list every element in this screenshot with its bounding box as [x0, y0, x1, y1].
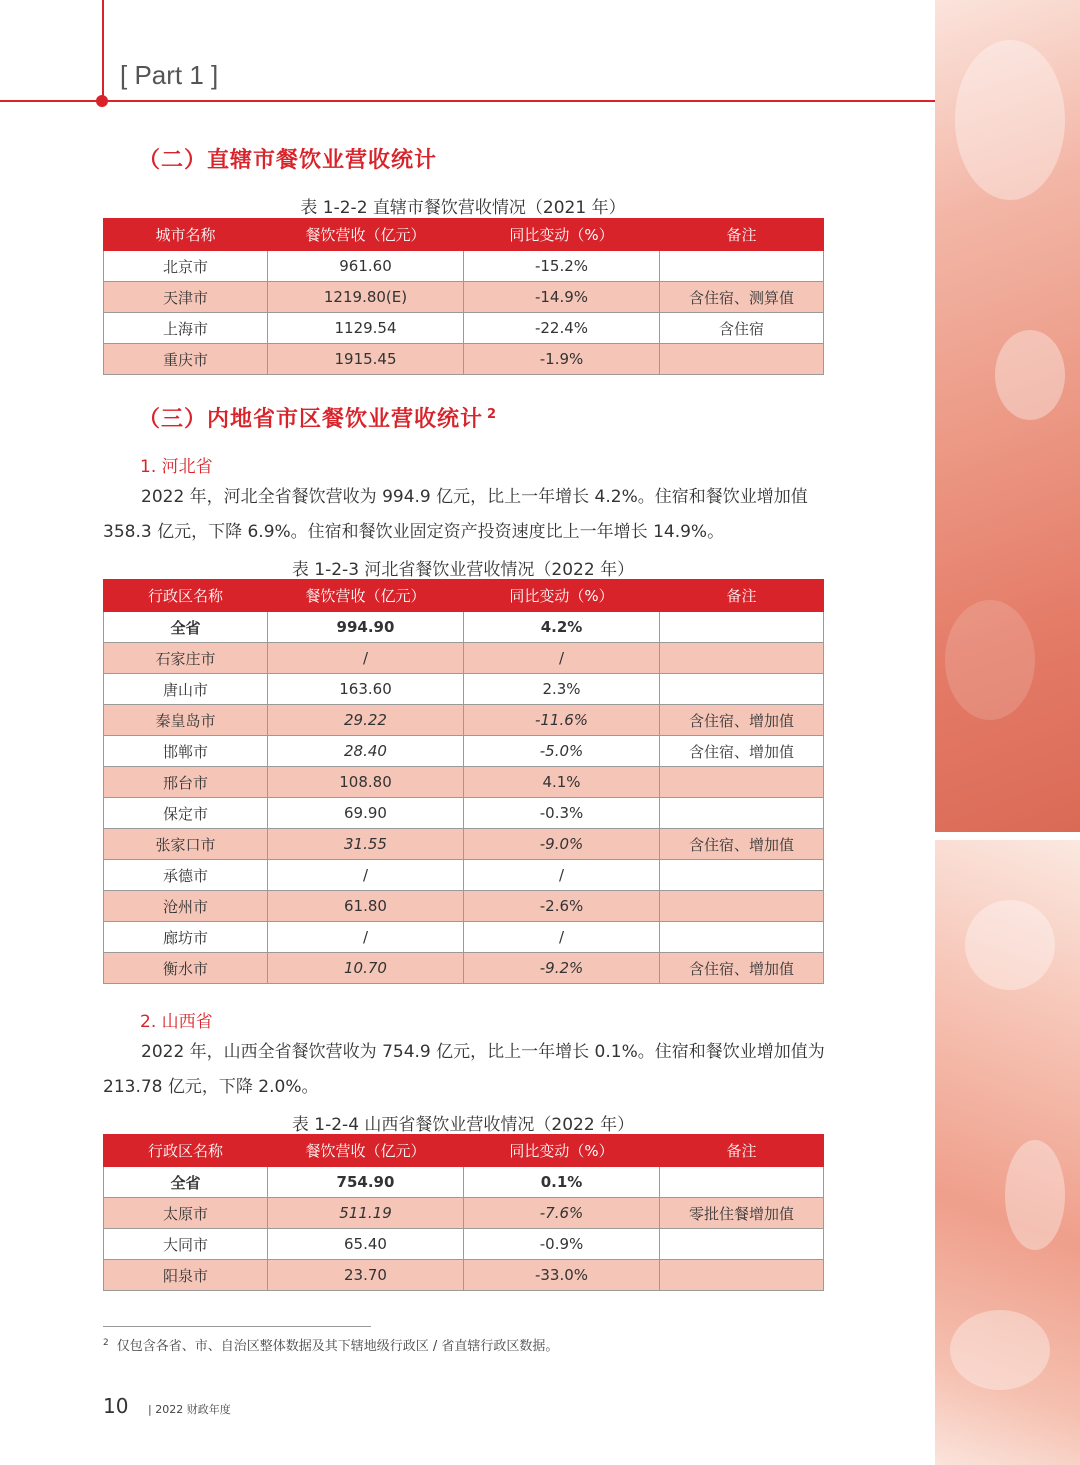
col-header: 餐饮营收（亿元）	[268, 219, 464, 251]
table-caption-1-2-2: 表 1-2-2 直辖市餐饮营收情况（2021 年）	[300, 198, 626, 218]
cell: 163.60	[268, 674, 464, 705]
table-row	[104, 313, 824, 344]
cell	[660, 344, 824, 375]
cell: 0.1%	[464, 1167, 660, 1198]
cell: -9.0%	[464, 829, 660, 860]
table-row	[104, 1198, 824, 1229]
cell: 全省	[104, 1167, 268, 1198]
cell: 承德市	[104, 860, 268, 891]
cell: 2.3%	[464, 674, 660, 705]
table-row	[104, 860, 824, 891]
page-number: 10	[103, 1394, 129, 1418]
cell: 69.90	[268, 798, 464, 829]
cell: 28.40	[268, 736, 464, 767]
section-title-text: （三）内地省市区餐饮业营收统计	[138, 407, 484, 432]
footnote-ref[interactable]: 2	[487, 406, 498, 422]
cell: 10.70	[268, 953, 464, 984]
cell: -11.6%	[464, 705, 660, 736]
table-row	[104, 282, 824, 313]
table-row	[104, 612, 824, 643]
footer-label: | 2022 财政年度	[148, 1403, 231, 1416]
cell	[660, 1229, 824, 1260]
table-row	[104, 829, 824, 860]
cell: 含住宿	[660, 313, 824, 344]
cell	[660, 1167, 824, 1198]
table-row	[104, 674, 824, 705]
table-row	[104, 643, 824, 674]
table-row	[104, 922, 824, 953]
table-row	[104, 767, 824, 798]
footnote-number: 2	[103, 1337, 109, 1348]
cell: 石家庄市	[104, 643, 268, 674]
cell: 1129.54	[268, 313, 464, 344]
col-header: 城市名称	[104, 219, 268, 251]
cell: -5.0%	[464, 736, 660, 767]
cell: 重庆市	[104, 344, 268, 375]
cell: 含住宿、增加值	[660, 705, 824, 736]
cell: 含住宿、增加值	[660, 736, 824, 767]
footnote-text: 仅包含各省、市、自治区整体数据及其下辖地级行政区 / 省直辖行政区数据。	[116, 1339, 559, 1354]
col-header: 餐饮营收（亿元）	[268, 1135, 464, 1167]
footnote	[103, 1335, 558, 1354]
cell: 754.90	[268, 1167, 464, 1198]
col-header: 行政区名称	[104, 1135, 268, 1167]
cell	[660, 767, 824, 798]
table-hebei	[103, 579, 824, 984]
col-header: 备注	[660, 1135, 824, 1167]
table-municipalities	[103, 218, 824, 375]
section-title-provinces	[138, 402, 497, 433]
cell: 961.60	[268, 251, 464, 282]
subtitle-shanxi: 2. 山西省	[140, 1012, 213, 1032]
cell	[660, 922, 824, 953]
cell: /	[268, 922, 464, 953]
table-header-row	[104, 580, 824, 612]
cell: 阳泉市	[104, 1260, 268, 1291]
col-header: 同比变动（%）	[464, 1135, 660, 1167]
table-header-row	[104, 219, 824, 251]
cell: 张家口市	[104, 829, 268, 860]
cell: 天津市	[104, 282, 268, 313]
cell: 31.55	[268, 829, 464, 860]
table-row	[104, 705, 824, 736]
cell: -14.9%	[464, 282, 660, 313]
cell: 太原市	[104, 1198, 268, 1229]
table-row	[104, 1260, 824, 1291]
cell: 含住宿、测算值	[660, 282, 824, 313]
table-row	[104, 1229, 824, 1260]
cell: 邯郸市	[104, 736, 268, 767]
col-header: 餐饮营收（亿元）	[268, 580, 464, 612]
cell: 23.70	[268, 1260, 464, 1291]
subtitle-hebei: 1. 河北省	[140, 457, 213, 477]
cell: 唐山市	[104, 674, 268, 705]
paragraph-shanxi: 2022 年，山西全省餐饮营收为 754.9 亿元，比上一年增长 0.1%。住宿和餐饮业增加值为 213.78 亿元，下降 2.0%。	[103, 1042, 825, 1097]
cell	[660, 860, 824, 891]
cell: /	[268, 643, 464, 674]
cell: -22.4%	[464, 313, 660, 344]
col-header: 备注	[660, 580, 824, 612]
header-vertical-rule	[102, 0, 104, 102]
cell: -33.0%	[464, 1260, 660, 1291]
table-row	[104, 344, 824, 375]
cell: /	[464, 922, 660, 953]
table-row	[104, 798, 824, 829]
col-header: 同比变动（%）	[464, 580, 660, 612]
cell: /	[268, 860, 464, 891]
cell: 沧州市	[104, 891, 268, 922]
cell: -0.3%	[464, 798, 660, 829]
table-row	[104, 736, 824, 767]
cell: -15.2%	[464, 251, 660, 282]
cell: 大同市	[104, 1229, 268, 1260]
cell	[660, 674, 824, 705]
cell: 零批住餐增加值	[660, 1198, 824, 1229]
cell: 511.19	[268, 1198, 464, 1229]
cell: 65.40	[268, 1229, 464, 1260]
cell: /	[464, 860, 660, 891]
table-caption-1-2-4: 表 1-2-4 山西省餐饮业营收情况（2022 年）	[291, 1115, 635, 1135]
cell: 秦皇岛市	[104, 705, 268, 736]
cell: 4.2%	[464, 612, 660, 643]
cell	[660, 251, 824, 282]
decorative-photo-bottom	[935, 840, 1080, 1465]
table-header-row	[104, 1135, 824, 1167]
table-row	[104, 891, 824, 922]
table-row	[104, 953, 824, 984]
cell	[660, 643, 824, 674]
cell: 1915.45	[268, 344, 464, 375]
part-label: [ Part 1 ]	[120, 60, 219, 90]
cell: 994.90	[268, 612, 464, 643]
decorative-photo-top	[935, 0, 1080, 832]
cell: 29.22	[268, 705, 464, 736]
col-header: 备注	[660, 219, 824, 251]
col-header: 行政区名称	[104, 580, 268, 612]
cell: 衡水市	[104, 953, 268, 984]
cell: 廊坊市	[104, 922, 268, 953]
cell: 61.80	[268, 891, 464, 922]
cell: 保定市	[104, 798, 268, 829]
cell: -9.2%	[464, 953, 660, 984]
table-row	[104, 1167, 824, 1198]
col-header: 同比变动（%）	[464, 219, 660, 251]
paragraph-hebei: 2022 年，河北全省餐饮营收为 994.9 亿元，比上一年增长 4.2%。住宿和餐饮业增加值 358.3 亿元，下降 6.9%。住宿和餐饮业固定资产投资速度比上一年增长 14.9%。	[103, 487, 808, 542]
cell	[660, 612, 824, 643]
section-title-municipalities: （二）直辖市餐饮业营收统计	[138, 148, 438, 173]
cell: -2.6%	[464, 891, 660, 922]
cell: 1219.80(E)	[268, 282, 464, 313]
cell: 北京市	[104, 251, 268, 282]
cell: -1.9%	[464, 344, 660, 375]
cell: -7.6%	[464, 1198, 660, 1229]
cell: -0.9%	[464, 1229, 660, 1260]
header-dot	[96, 95, 108, 107]
cell	[660, 891, 824, 922]
cell	[660, 798, 824, 829]
table-row	[104, 251, 824, 282]
table-shanxi	[103, 1134, 824, 1291]
footnote-rule	[103, 1326, 371, 1327]
cell: 含住宿、增加值	[660, 829, 824, 860]
table-caption-1-2-3: 表 1-2-3 河北省餐饮业营收情况（2022 年）	[291, 560, 635, 580]
cell: 上海市	[104, 313, 268, 344]
cell: 含住宿、增加值	[660, 953, 824, 984]
cell	[660, 1260, 824, 1291]
cell: /	[464, 643, 660, 674]
cell: 全省	[104, 612, 268, 643]
cell: 4.1%	[464, 767, 660, 798]
cell: 邢台市	[104, 767, 268, 798]
cell: 108.80	[268, 767, 464, 798]
header-horizontal-rule	[0, 100, 935, 102]
